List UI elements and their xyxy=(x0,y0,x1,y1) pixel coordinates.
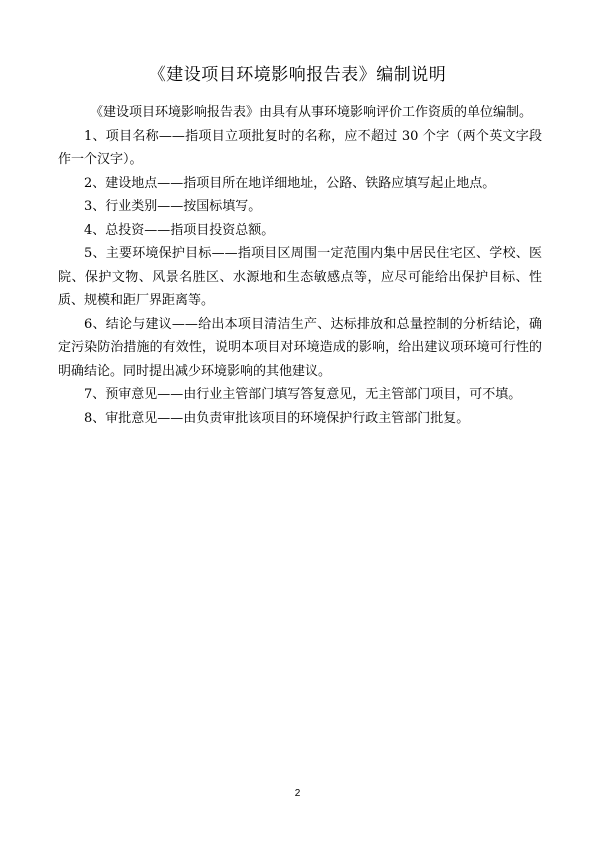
item-total-investment: 4、总投资——指项目投资总额。 xyxy=(84,222,275,238)
item-project-name: 1、项目名称——指项目立项批复时的名称，应不超过 30 个字（两个英文字段作一个汉字）。 xyxy=(58,128,542,167)
intro-paragraph: 《建设项目环境影响报告表》由具有从事环境影响评价工作资质的单位编制。 xyxy=(90,105,533,120)
item-conclusions: 6、结论与建议——给出本项目清洁生产、达标排放和总量控制的分析结论，确定污染防治措施的有效性，说明本项目对环境造成的影响，给出建议项环境可行性的明确结论。同时提出减少环境影响的其他建议。 xyxy=(58,316,542,379)
item-approval-opinion: 8、审批意见——由负责审批该项目的环境保护行政主管部门批复。 xyxy=(84,410,470,426)
item-preliminary-review: 7、预审意见——由行业主管部门填写答复意见，无主管部门项目，可不填。 xyxy=(84,387,522,402)
item-construction-site: 2、建设地点——指项目所在地详细地址，公路、铁路应填写起止地点。 xyxy=(84,175,496,191)
item-protection-targets: 5、主要环境保护目标——指项目区周围一定范围内集中居民住宅区、学校、医院、保护文物、风景名胜区、水源地和生态敏感点等，应尽可能给出保护目标、性质、规模和距厂界距离等。 xyxy=(58,246,542,308)
page-number: 2 xyxy=(294,788,301,799)
item-industry-category: 3、行业类别——按国标填写。 xyxy=(84,199,262,214)
document-title: 《建设项目环境影响报告表》编制说明 xyxy=(148,65,447,85)
document-body xyxy=(58,101,542,430)
